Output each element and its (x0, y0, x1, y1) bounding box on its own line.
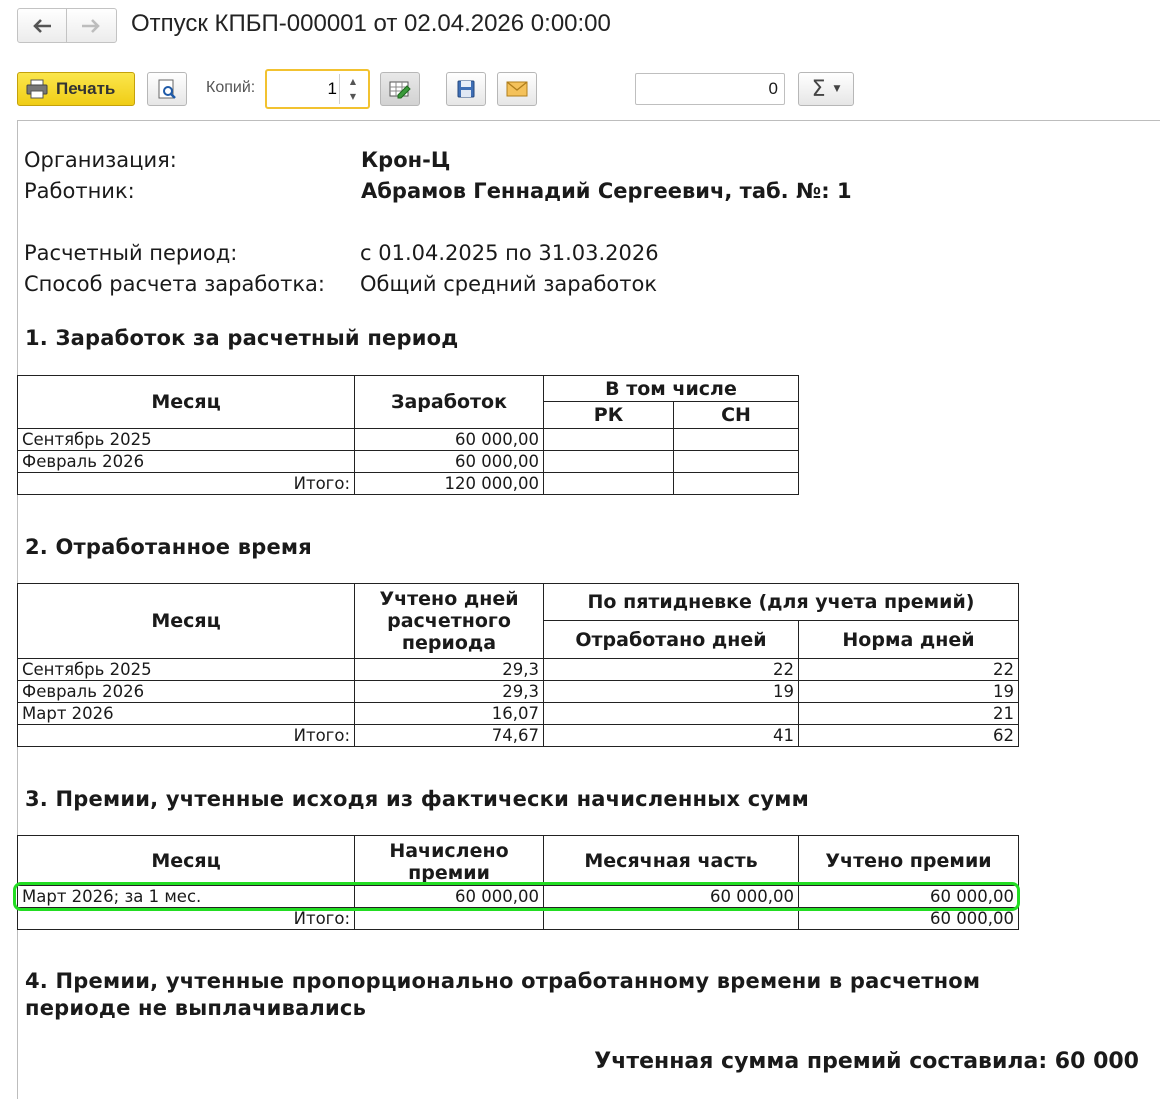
sum-field[interactable]: 0 (635, 73, 785, 105)
cell-month: Сентябрь 2025 (18, 659, 355, 681)
cell-month: Февраль 2026 (18, 681, 355, 703)
total-rk (544, 473, 674, 495)
col-month: Месяц (18, 836, 355, 886)
col-norm-days: Норма дней (799, 621, 1019, 659)
total-row (18, 725, 1019, 747)
total-days-counted: 74,67 (355, 725, 544, 747)
preview-button[interactable] (147, 72, 187, 106)
copies-input[interactable] (269, 75, 339, 103)
table-row (18, 886, 1019, 908)
table-edit-icon (388, 79, 412, 99)
copies-stepper[interactable] (265, 69, 370, 109)
table-row (18, 451, 799, 473)
magnifier-icon (156, 78, 178, 100)
email-button[interactable] (497, 72, 537, 106)
floppy-disk-icon (456, 79, 476, 99)
arrow-right-icon (81, 19, 101, 33)
col-month: Месяц (18, 376, 355, 429)
section3-title: 3. Премии, учтенные исходя из фактически начисленных сумм (25, 787, 809, 811)
earnings-table (17, 375, 799, 495)
sigma-icon: Σ (811, 76, 826, 102)
cell-sn (674, 429, 799, 451)
total-worked-days: 41 (544, 725, 799, 747)
navigation-buttons (17, 8, 117, 43)
cell-month: Март 2026; за 1 мес. (18, 886, 355, 908)
employee-label: Работник: (24, 179, 135, 203)
worked-time-table (17, 583, 1019, 747)
cell-month: Февраль 2026 (18, 451, 355, 473)
cell-worked-days: 22 (544, 659, 799, 681)
copies-label: Копий: (206, 79, 256, 96)
col-month: Месяц (18, 584, 355, 659)
col-rk: РК (544, 402, 674, 429)
print-button-label: Печать (56, 79, 116, 98)
col-counted: Учтено премии (799, 836, 1019, 886)
edit-mode-button[interactable] (380, 72, 420, 106)
period-value: с 01.04.2025 по 31.03.2026 (360, 241, 659, 265)
total-earnings: 120 000,00 (355, 473, 544, 495)
col-earnings: Заработок (355, 376, 544, 429)
cell-worked-days: 19 (544, 681, 799, 703)
cell-monthly-part: 60 000,00 (544, 886, 799, 908)
employee-value: Абрамов Геннадий Сергеевич, таб. №: 1 (361, 179, 852, 203)
col-days-counted: Учтено дней расчетного периода (355, 584, 544, 659)
cell-accrued: 60 000,00 (355, 886, 544, 908)
col-five-day: По пятидневке (для учета премий) (544, 584, 1019, 621)
organization-value: Крон-Ц (361, 148, 451, 172)
method-label: Способ расчета заработка: (24, 272, 326, 296)
cell-month: Март 2026 (18, 703, 355, 725)
cell-earnings: 60 000,00 (355, 429, 544, 451)
spin-down-icon[interactable]: ▼ (349, 92, 357, 101)
col-sn: СН (674, 402, 799, 429)
total-norm-days: 62 (799, 725, 1019, 747)
cell-month: Сентябрь 2025 (18, 429, 355, 451)
total-row (18, 473, 799, 495)
section1-title: 1. Заработок за расчетный период (25, 326, 459, 350)
cell-norm-days: 19 (799, 681, 1019, 703)
total-counted: 60 000,00 (799, 908, 1019, 930)
col-worked-days: Отработано дней (544, 621, 799, 659)
cell-rk (544, 429, 674, 451)
cell-counted: 60 000,00 (799, 886, 1019, 908)
section2-title: 2. Отработанное время (25, 535, 312, 559)
section4-title: 4. Премии, учтенные пропорционально отработанному времени в расчетном периоде не выплачивались (25, 969, 981, 1020)
cell-norm-days: 22 (799, 659, 1019, 681)
arrow-left-icon (32, 19, 52, 33)
total-sn (674, 473, 799, 495)
save-button[interactable] (446, 72, 486, 106)
envelope-icon (506, 81, 528, 97)
table-row (18, 659, 1019, 681)
spin-up-icon[interactable]: ▲ (349, 77, 357, 86)
cell-worked-days (544, 703, 799, 725)
print-button[interactable] (17, 72, 135, 106)
table-row (18, 681, 1019, 703)
cell-rk (544, 451, 674, 473)
final-total: Учтенная сумма премий составила: 60 000 (594, 1049, 1139, 1074)
table-row (18, 429, 799, 451)
cell-days-counted: 16,07 (355, 703, 544, 725)
table-row (18, 703, 1019, 725)
organization-label: Организация: (24, 148, 177, 172)
total-label: Итого: (18, 908, 355, 930)
col-including: В том числе (544, 376, 799, 402)
bonuses-table (17, 835, 1019, 930)
sum-mode-button[interactable] (798, 72, 854, 106)
window-title: Отпуск КПБП-000001 от 02.04.2026 0:00:00 (131, 10, 611, 37)
col-accrued: Начислено премии (355, 836, 544, 886)
method-value: Общий средний заработок (360, 272, 658, 296)
printer-icon (26, 79, 48, 99)
total-label: Итого: (18, 473, 355, 495)
cell-days-counted: 29,3 (355, 681, 544, 703)
col-monthly-part: Месячная часть (544, 836, 799, 886)
total-label: Итого: (18, 725, 355, 747)
cell-sn (674, 451, 799, 473)
back-button[interactable] (18, 9, 66, 42)
cell-days-counted: 29,3 (355, 659, 544, 681)
forward-button[interactable] (66, 9, 115, 42)
cell-norm-days: 21 (799, 703, 1019, 725)
cell-earnings: 60 000,00 (355, 451, 544, 473)
copies-spin-buttons (339, 74, 366, 104)
dropdown-arrow-icon: ▼ (833, 84, 841, 94)
total-monthly-part (544, 908, 799, 930)
total-accrued (355, 908, 544, 930)
total-row (18, 908, 1019, 930)
period-label: Расчетный период: (24, 241, 238, 265)
